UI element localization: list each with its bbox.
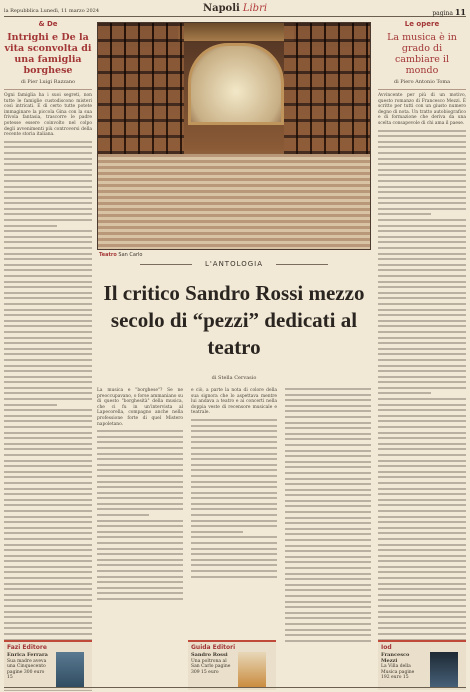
body-column-2-text: e ciò, a parte la nota di colore della sua signora che lo aspettava mentre lui andava a teatro e ai concerti nella doppia veste di recensore musicale e teatrale.: [191, 388, 277, 416]
book-box-middle-text: [191, 653, 233, 675]
book-box-left-title: Fazi Editore: [7, 644, 47, 651]
right-article: [378, 20, 466, 650]
book-left-author: Enrica Ferrara: [7, 652, 48, 658]
page-number-value: 11: [454, 7, 466, 17]
book-cover-middle: [238, 652, 266, 688]
body-column-2-lines: [191, 419, 277, 578]
caption-label: Teatro: [99, 252, 117, 258]
publication-date-line: [4, 8, 99, 14]
main-byline: di Stella Cervasio: [211, 375, 257, 381]
left-article-title: Intrighi e De la vita sconvolta di una famiglia borghese: [4, 32, 92, 76]
book-middle-info: Una poltrona al San Carlo pagine 309 15 euro: [191, 658, 231, 675]
left-article-byline: di Pier Luigi Razzano: [20, 79, 76, 85]
right-article-title: La musica è in grado di cambiare il mondo: [387, 32, 457, 76]
caption-text: San Carlo: [118, 252, 143, 258]
left-article-body: [4, 141, 92, 692]
book-box-middle-title: Guida Editori: [191, 644, 236, 651]
left-rubric: & De: [38, 20, 58, 28]
left-article: [4, 20, 92, 692]
main-article-body: [97, 388, 371, 660]
book-cover-left: [56, 652, 84, 688]
section-name: Napoli: [202, 3, 240, 14]
book-middle-author: Sandro Rossi: [191, 652, 228, 658]
kicker: L'ANTOLOGIA: [140, 260, 328, 268]
body-column-3: [285, 388, 371, 660]
issue-date: Lunedì, 11 marzo 2024: [40, 8, 100, 14]
stalls-seats: [98, 154, 370, 249]
body-column-3-lines: [285, 388, 371, 642]
book-cover-right: [430, 652, 458, 688]
book-box-right-title: Iod: [381, 644, 392, 651]
page-label: pagina: [432, 10, 453, 17]
body-column-1-lines: [97, 430, 183, 600]
right-divider: [378, 89, 466, 90]
book-left-info: Sua madre aveva una Cinquecento pagine 300 euro 15: [7, 658, 47, 680]
page-number: [432, 7, 466, 17]
left-balconies: [98, 23, 184, 173]
book-box-left-text: [7, 653, 49, 681]
ceiling: [178, 23, 294, 41]
body-column-1-text: La musica e "borghese"? Se ne preoccupavano, o forse ammaniano su di questo "borghesità" della musica, che ci fu in un'intervista al Lapecorella, compagno anche nella professione forte di quel Mistero napoletano.: [97, 388, 183, 427]
stage: [188, 43, 284, 125]
right-balconies: [284, 23, 370, 173]
page-header: [4, 3, 466, 17]
book-box-middle: [188, 640, 276, 690]
right-article-body: [378, 130, 466, 647]
page-footer-rule: [4, 687, 466, 690]
body-column-1: [97, 388, 183, 660]
book-box-left: [4, 640, 92, 690]
right-rubric: Le opere: [404, 20, 440, 28]
body-column-2: [191, 388, 277, 660]
photo-caption: [99, 252, 142, 258]
section-title: [203, 3, 267, 14]
publication-name: la Repubblica: [4, 8, 39, 14]
main-headline: Il critico Sandro Rossi mezzo secolo di “pezzi” dedicati al teatro: [103, 281, 365, 359]
theatre-photo: [97, 22, 371, 250]
subsection-name: Libri: [242, 3, 268, 14]
book-box-right-text: [381, 653, 423, 681]
book-right-info: La Villa della Musica pagine 192 euro 15: [381, 664, 415, 680]
left-article-lead: Ogni famiglia ha i suoi segreti, non tutte le famiglie custodiscono misteri così intricati. E di certo tutte potete immaginare la piccola Gina con la sua frivola fantasia, trascorre le padre potesse essere coinvolto nel colpo degli avvenimenti più controversi della recente storia italiana.: [4, 93, 92, 138]
book-right-author: Francesco Mezzi: [381, 652, 410, 664]
book-box-right: [378, 640, 466, 690]
right-article-byline: di Piero Antonio Toma: [393, 79, 451, 85]
right-article-lead: Avvincente per più di un motivo, questo romanzo di Francesco Mezzi. È scritto per tutti con un giusto numero degno di nota. Un tratto autobiografico e di formazione che deriva da una scelta consapevole di chi ama il paese.: [378, 93, 466, 126]
left-divider: [4, 89, 92, 90]
